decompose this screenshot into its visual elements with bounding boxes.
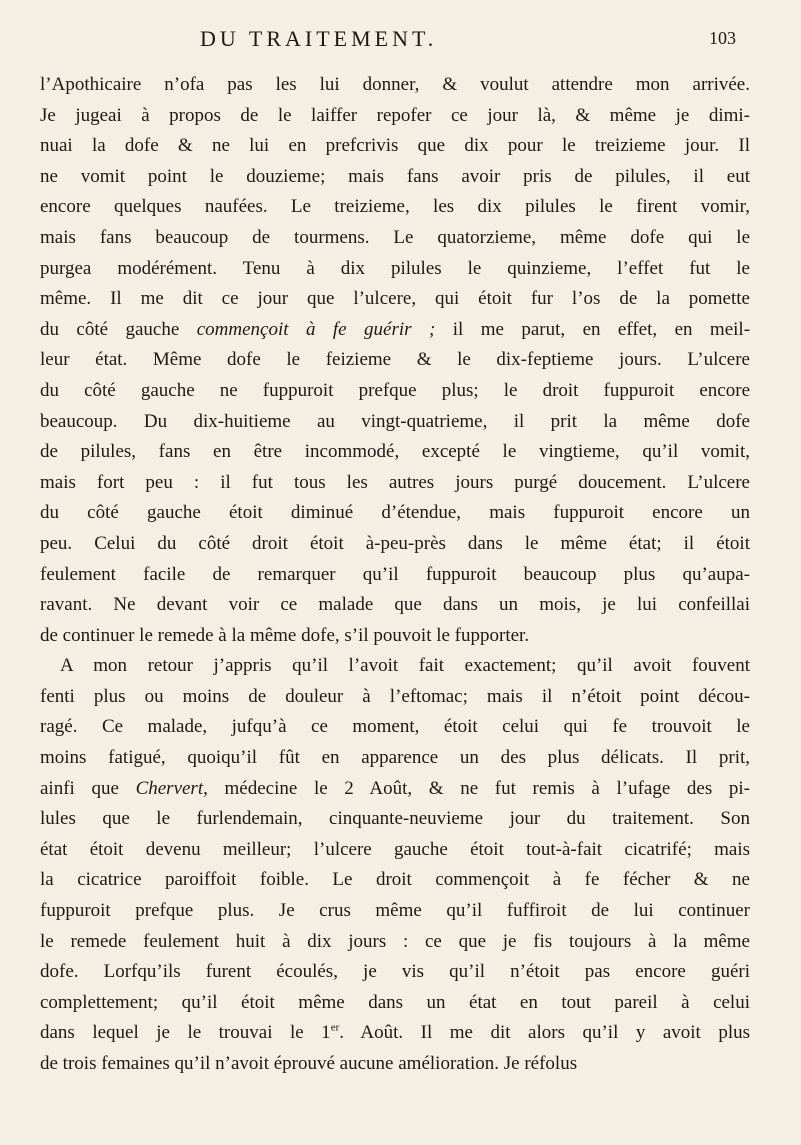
text-line: Je jugeai à propos de le laiffer repofer ce jour là, & même je dimi-	[40, 104, 750, 126]
text-line: ravant. Ne devant voir ce malade que dans un mois, je lui confeillai	[40, 594, 750, 616]
italic-name: Chervert	[135, 777, 204, 799]
page-number: 103	[709, 28, 736, 48]
text-fragment: , médecine le 2 Août, & ne fut remis à l’ufage des pi-	[203, 777, 750, 799]
text-line: ne vomit point le douzieme; mais fans avoir pris de pilules, il eut	[40, 165, 750, 187]
text-line: de trois femaines qu’il n’avoit éprouvé aucune amélioration. Je réfolus	[40, 1053, 578, 1074]
text-line: le remede feulement huit à dix jours : ce que je fis toujours à la même	[40, 930, 750, 952]
text-line: nuai la dofe & ne lui en prefcrivis que dix pour le treizieme jour. Il	[40, 135, 750, 157]
text-line: purgea modérément. Tenu à dix pilules le quinzieme, l’effet fut le	[40, 257, 750, 279]
text-line	[40, 1018, 750, 1049]
text-fragment: il me parut, en effet, en meil-	[452, 318, 750, 340]
text-line	[40, 774, 750, 805]
running-title: DU TRAITEMENT.	[200, 26, 438, 51]
text-line: la cicatrice paroiffoit foible. Le droit commençoit à fe fécher & ne	[40, 869, 750, 891]
text-line: A mon retour j’appris qu’il l’avoit fait exactement; qu’il avoit fouvent	[60, 655, 750, 677]
text-line: lules que le furlendemain, cinquante-neuvieme jour du traitement. Son	[40, 808, 750, 830]
text-line	[40, 315, 750, 346]
text-line: feulement facile de remarquer qu’il fuppuroit beaucoup plus qu’aupa-	[40, 563, 750, 585]
text-line: peu. Celui du côté droit étoit à-peu-près dans le même état; il étoit	[40, 532, 750, 554]
text-line: encore quelques naufées. Le treizieme, les dix pilules le firent vomir,	[40, 196, 750, 218]
text-fragment: ainfi que	[40, 777, 119, 799]
text-line: fenti plus ou moins de douleur à l’eftomac; mais il n’étoit point décou-	[40, 685, 750, 707]
text-line: du côté gauche étoit diminué d’étendue, mais fuppuroit encore un	[40, 502, 750, 524]
text-line: état étoit devenu meilleur; l’ulcere gauche étoit tout-à-fait cicatrifé; mais	[40, 838, 750, 860]
text-fragment: . Août. Il me dit alors qu’il y avoit plus	[339, 1022, 750, 1044]
superscript: er	[330, 1022, 340, 1035]
text-line: du côté gauche ne fuppuroit prefque plus; le droit fuppuroit encore	[40, 379, 750, 401]
text-line: l’Apothicaire n’ofa pas les lui donner, & voulut attendre mon arrivée.	[40, 74, 750, 95]
text-fragment: dans lequel je le trouvai le 1	[40, 1022, 331, 1044]
text-line: complettement; qu’il étoit même dans un état en tout pareil à celui	[40, 991, 750, 1013]
text-line: mais fans beaucoup de tourmens. Le quatorzieme, même dofe qui le	[40, 226, 750, 248]
text-line: mais fort peu : il fut tous les autres jours purgé doucement. L’ulcere	[40, 471, 750, 493]
text-line: de continuer le remede à la même dofe, s’il pouvoit le fupporter.	[40, 624, 530, 646]
italic-phrase: commençoit à fe guérir ;	[196, 318, 436, 340]
text-line: de pilules, fans en être incommodé, excepté le vingtieme, qu’il vomit,	[40, 441, 750, 463]
text-line: ragé. Ce malade, jufqu’à ce moment, étoit celui qui fe trouvoit le	[40, 716, 750, 738]
text-line: moins fatigué, quoiqu’il fût en apparence un des plus délicats. Il prit,	[40, 747, 750, 769]
text-line: même. Il me dit ce jour que l’ulcere, qui étoit fur l’os de la pomette	[40, 288, 750, 310]
body-text	[40, 70, 750, 1080]
text-fragment: du côté gauche	[40, 318, 180, 340]
text-line: dofe. Lorfqu’ils furent écoulés, je vis qu’il n’étoit pas encore guéri	[40, 961, 750, 983]
text-line: fuppuroit prefque plus. Je crus même qu’il fuffiroit de lui continuer	[40, 900, 750, 922]
text-line: beaucoup. Du dix-huitieme au vingt-quatrieme, il prit la même dofe	[40, 410, 750, 432]
text-line: leur état. Même dofe le feizieme & le dix-feptieme jours. L’ulcere	[40, 349, 750, 371]
